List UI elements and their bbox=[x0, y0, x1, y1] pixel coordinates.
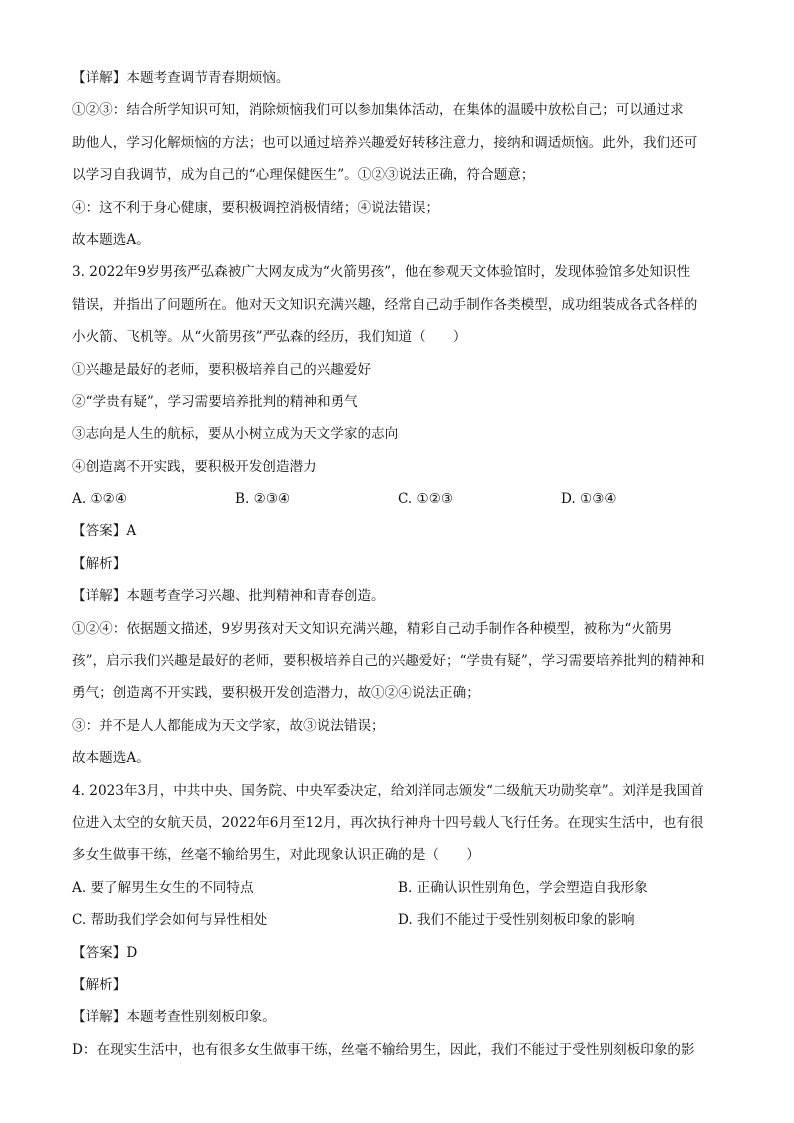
analysis-line: 勇气；创造离不开实践，要积极开发创造潜力，故①②④说法正确； bbox=[72, 685, 480, 702]
question-4-stem: 多女生做事干练，丝毫不输给男生，对此现象认识正确的是（ ） bbox=[72, 847, 480, 864]
answer: 【答案】D bbox=[72, 944, 138, 961]
question-3-stem: 错误，并指出了问题所在。他对天文知识充满兴趣，经常自己动手制作各类模型，成功组装成各式各样的 bbox=[72, 296, 698, 313]
detail-heading: 【详解】本题考查性别刻板印象。 bbox=[72, 1009, 276, 1026]
option-d: D. 我们不能过于受性别刻板印象的影响 bbox=[398, 912, 635, 929]
question-4-stem: 位进入太空的女航天员，2022年6月至12月，再次执行神舟十四号载人飞行任务。在现实生活中，也有很 bbox=[72, 814, 704, 831]
option-c: C. ①②③ bbox=[398, 491, 454, 508]
option-c: C. 帮助我们学会如何与异性相处 bbox=[72, 912, 268, 929]
wrong-statement-note: ③：并不是人人都能成为天文学家，故③说法错误； bbox=[72, 717, 385, 734]
analysis-line: D：在现实生活中，也有很多女生做事干练，丝毫不输给男生，因此，我们不能过于受性别刻板印象的影 bbox=[72, 1041, 695, 1058]
option-b: B. 正确认识性别角色，学会塑造自我形象 bbox=[398, 879, 648, 896]
question-3-statement: ④创造离不开实践，要积极开发创造潜力 bbox=[72, 458, 317, 475]
question-3-statement: ③志向是人生的航标，要从小树立成为天文学家的志向 bbox=[72, 426, 399, 443]
option-b: B. ②③④ bbox=[235, 491, 291, 508]
detail-heading: 【详解】本题考查学习兴趣、批判精神和青春创造。 bbox=[72, 588, 385, 605]
question-4-stem: 4. 2023年3月，中共中央、国务院、中央军委决定，给刘洋同志颁发“二级航天功勋奖章”。刘洋是我国首 bbox=[72, 782, 704, 799]
option-a: A. ①②④ bbox=[72, 491, 128, 508]
option-a: A. 要了解男生女生的不同特点 bbox=[72, 879, 254, 896]
detail-heading: 【详解】本题考查调节青春期烦恼。 bbox=[72, 70, 290, 86]
question-3-stem: 3. 2022年9岁男孩严弘森被广大网友成为“火箭男孩”，他在参观天文体验馆时，发现体验馆多处知识性 bbox=[72, 264, 691, 281]
conclusion: 故本题选A。 bbox=[72, 231, 150, 248]
analysis-line: 助他人，学习化解烦恼的方法；也可以通过培养兴趣爱好转移注意力，接纳和调适烦恼。此外，我们还可 bbox=[72, 134, 698, 151]
question-4-options bbox=[72, 904, 724, 936]
analysis-line: 以学习自我调节，成为自己的“心理保健医生”。①②③说法正确，符合题意； bbox=[72, 167, 535, 184]
conclusion: 故本题选A。 bbox=[72, 750, 150, 767]
question-3-options bbox=[72, 483, 724, 515]
analysis-line: ①②③：结合所学知识可知，消除烦恼我们可以参加集体活动，在集体的温暖中放松自己；可以通过求 bbox=[72, 102, 684, 119]
document-page bbox=[72, 62, 724, 1066]
question-4-options bbox=[72, 872, 724, 904]
question-3-statement: ①兴趣是最好的老师，要积极培养自己的兴趣爱好 bbox=[72, 361, 372, 378]
analysis-label: 【解析】 bbox=[72, 976, 127, 993]
analysis-line: ①②④：依据题文描述，9岁男孩对天文知识充满兴趣，精彩自己动手制作各种模型，被称为“火箭男 bbox=[72, 620, 673, 637]
option-d: D. ①③④ bbox=[561, 491, 617, 508]
question-3-stem: 小火箭、飞机等。从“火箭男孩”严弘森的经历，我们知道（ ） bbox=[72, 329, 467, 346]
analysis-line: 孩”，启示我们兴趣是最好的老师，要积极培养自己的兴趣爱好；“学贵有疑”，学习需要培养批判的精神和 bbox=[72, 653, 705, 670]
wrong-statement-note: ④：这不利于身心健康，要积极调控消极情绪；④说法错误； bbox=[72, 199, 440, 216]
question-3-statement: ②“学贵有疑”，学习需要培养批判的精神和勇气 bbox=[72, 393, 358, 410]
analysis-label: 【解析】 bbox=[72, 555, 127, 572]
answer: 【答案】A bbox=[72, 523, 137, 540]
